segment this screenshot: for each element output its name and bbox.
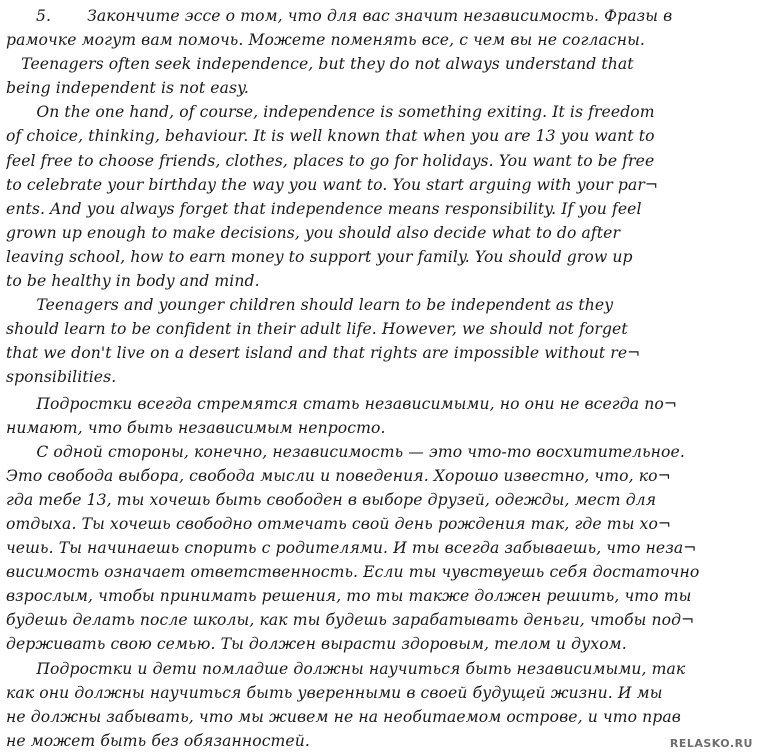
- english-line: ents. And you always forget that independence means responsibility. If you feel: [6, 199, 642, 218]
- russian-line: нимают, что быть независимым непросто.: [6, 418, 386, 437]
- russian-line: гда тебе 13, ты хочешь быть свободен в выборе друзей, одежды, мест для: [6, 490, 657, 509]
- russian-line: отдыха. Ты хочешь свободно отмечать свой день рождения так, где ты хо¬: [6, 514, 672, 533]
- russian-line: С одной стороны, конечно, независимость — это что-то восхитительное.: [6, 442, 685, 461]
- russian-line: Это свобода выбора, свобода мысли и поведения. Хорошо известно, что, ко¬: [6, 466, 671, 485]
- task-text: Закончите эссе о том, что для вас значит независимость. Фразы в: [87, 7, 673, 25]
- english-line: Teenagers often seek independence, but they do not always understand that: [6, 55, 634, 74]
- english-line: being independent is not easy.: [6, 79, 249, 98]
- english-line: of choice, thinking, behaviour. It is well known that when you are 13 you want to: [6, 127, 655, 146]
- task-line-1: [6, 4, 753, 28]
- russian-line: будешь делать после школы, как ты будешь зарабатывать деньги, чтобы под¬: [6, 611, 695, 630]
- russian-line: Подростки всегда стремятся стать независимыми, но они не всегда по¬: [6, 394, 678, 413]
- english-line: Teenagers and younger children should learn to be independent as they: [6, 296, 614, 315]
- russian-line: держивать свою семью. Ты должен вырасти здоровым, телом и духом.: [6, 635, 627, 654]
- english-line: to be healthy in body and mind.: [6, 272, 260, 291]
- english-line: On the one hand, of course, independence is something exiting. It is freedom: [6, 103, 655, 122]
- english-line: grown up enough to make decisions, you should also decide what to do after: [6, 223, 621, 242]
- task-number: 5.: [36, 7, 52, 25]
- english-line: feel free to choose friends, clothes, places to go for holidays. You want to be free: [6, 151, 655, 170]
- russian-line: Подростки и дети помладше должны научиться быть независимыми, так: [6, 659, 686, 678]
- russian-line: не может быть без обязанностей.: [6, 731, 310, 750]
- russian-line: как они должны научиться быть уверенными в своей будущей жизни. И мы: [6, 683, 663, 702]
- english-line: sponsibilities.: [6, 368, 117, 387]
- watermark: RELASKO.RU: [669, 737, 753, 750]
- english-line: should learn to be confident in their adult life. However, we should not forget: [6, 320, 628, 339]
- task-line-2: рамочке могут вам помочь. Можете поменять все, с чем вы не согласны.: [6, 31, 645, 50]
- russian-line: чешь. Ты начинаешь спорить с родителями. И ты всегда забываешь, что неза¬: [6, 539, 697, 558]
- russian-line: висимость означает ответственность. Если ты чувствуешь себя достаточно: [6, 563, 700, 582]
- russian-line: взрослым, чтобы принимать решения, то ты также должен решить, что ты: [6, 587, 692, 606]
- english-line: that we don't live on a desert island and that rights are impossible without re¬: [6, 344, 641, 363]
- russian-line: не должны забывать, что мы живем не на необитаемом острове, и что прав: [6, 707, 681, 726]
- english-line: leaving school, how to earn money to support your family. You should grow up: [6, 247, 633, 266]
- english-line: to celebrate your birthday the way you want to. You start arguing with your par¬: [6, 175, 659, 194]
